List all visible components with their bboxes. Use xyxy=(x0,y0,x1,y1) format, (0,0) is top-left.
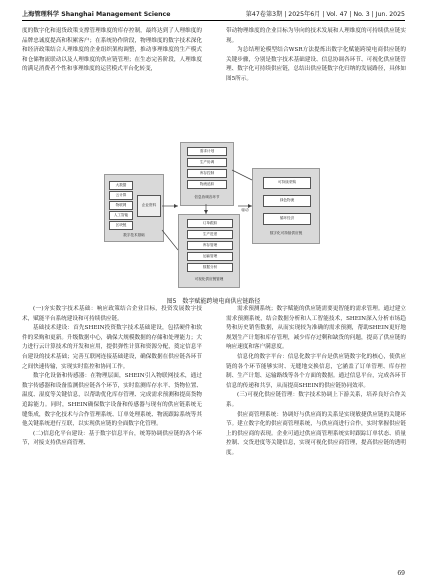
paragraph: (三)可视化供应链管理：数字技术协调上下游关系，培养良好合作关系。 xyxy=(226,392,406,408)
center-box: 运输管理 xyxy=(187,252,233,261)
enterprise-box: 企业资料 xyxy=(137,195,161,217)
paragraph: 度的数字化和退货政策支撑管理维度的库存控制，最终达到了人理维度的品牌忠诚度提高和积累客户；在系统协作阶段，物理维度的数字技术深化和经济政策结合人理维度的企业组织架构调整，推动事理维度的生产模式和仓储物流联动以及人理维度的供应链管理；在生态完善阶段，人理维度的满足消费者个性和事理维度的运营模式平台化转变， xyxy=(22,28,202,73)
page-number: 69 xyxy=(397,570,405,577)
center-box: 生产进度 xyxy=(187,230,233,239)
left-box: 物联网 xyxy=(109,201,133,210)
paragraph: (一)夯实数字技术基础：响应政策结合企业目标，投资发展数字技术，赋能平台系统建设和可持续供应链。 xyxy=(22,306,202,322)
center-box: 数据分析 xyxy=(187,263,233,272)
figure-5-diagram xyxy=(102,140,324,290)
center-box: 库存管理 xyxy=(187,241,233,250)
paragraph: 信息化的数字平台：信息化数字平台是供应链数字化的核心，使供应链的各个环节能够实时、无缝地交换信息，它涵盖了订单管理、库存控制、生产计划、运输路线等各个方面的数据。通过信息平台，完成各环节信息的传递和共享，从而提高SHEIN的供应链协同效率。 xyxy=(226,353,406,389)
paragraph: 带动物理维度的企业目标为导向的技术发展和人理维度的可持续供应链实现。 xyxy=(226,28,406,44)
left-box: 人工智能 xyxy=(109,211,133,220)
left-box: 大数据 xyxy=(109,181,133,190)
paragraph: 需求预测系统；数字赋能的供应链需要更智能的需求管理。通过建立需求预测系统，结合数据分析和人工智能技术，SHEIN深入分析市场趋势和历史销售数据，从而实现较为准确的需求预测，帮助SHEIN更好地规划生产计划和库存管理，减少库存过剩和缺货的问题，提高了供应链的响应速度和客户满意度。 xyxy=(226,306,406,351)
journal-title: 上海管理科学 Shanghai Management Science xyxy=(22,10,171,18)
paragraph: 数字化设备和传感器：在物理层面，SHEIN引入物联网技术，通过数字传感器和设备监测供应链各个环节，实时监测库存水平、货物位置、温度、湿度等关键信息，以帮助优化库存管理、完成需求预测和提高货物追踪能力。同时，SHEIN确保数字设备和传感器与现有的供应链系统无缝集成，数字化技术与合作管理系统、订单处理系统、物流跟踪系统等其他关键系统进行互联，以实现供应链的全面数字化管理。 xyxy=(22,373,202,428)
left-box: 云计算 xyxy=(109,191,133,200)
right-box: 循环经济 xyxy=(263,213,311,225)
bottom-left-column xyxy=(22,305,202,449)
top-panel-label: 信息协调各环节 xyxy=(194,195,220,199)
bottom-right-column xyxy=(226,305,406,459)
right-box: 可持续采购 xyxy=(263,177,311,189)
top-box: 需求计划 xyxy=(187,147,227,156)
left-panel-label: 数字技术基础 xyxy=(123,233,145,237)
right-panel-label: 数字化可持续供应链 xyxy=(269,231,303,235)
top-left-column xyxy=(22,27,202,75)
page-header xyxy=(22,6,405,21)
center-panel-label: 可视化供应链管理 xyxy=(194,277,224,281)
top-box: 库存控制 xyxy=(187,169,227,178)
paragraph: 基础技术建设：首先SHEIN投资数字技术基础建设，包括硬件和软件的采购和更新。升级数据中心，确保大规模数据的存储和处理能力；大力进行云计算技术的开发和应用，提供弹性计算和资源分配，奠定信息平台建设的技术基础；完善互联网连接基础建设，确保数据在供应链各环节之间快速传输，实现实时监控和协同工作。 xyxy=(22,325,202,370)
right-box: 绿色物流 xyxy=(263,195,311,207)
top-box: 生产协调 xyxy=(187,158,227,167)
paragraph: 为总结理论模型结合WSR方法提炼出数字化赋能跨境电商供应链的关键步骤，分别是数字技术基础建设、信息协调各环节、可视化供应链管理、数字化可持续供应链，总结出供应链数字化归纳的发展路径，具体如图5所示。 xyxy=(226,47,406,82)
figure-caption: 图5 数字赋能跨境电商供应链路径 xyxy=(166,298,261,305)
connector-arrows xyxy=(102,140,324,290)
issue-info: 第47卷第3期 | 2025年6月 | Vol. 47 | No. 3 | Jun. 2025 xyxy=(245,10,405,18)
center-box: 订单跟踪 xyxy=(187,219,233,228)
arrow-label: 驱动 xyxy=(241,208,249,212)
top-right-column xyxy=(226,27,406,85)
top-box: 物流追踪 xyxy=(187,180,227,189)
left-box: 区块链 xyxy=(109,221,133,230)
paragraph: 供应商管理系统：协调好与供应商的关系是实现敏捷供应链的关键环节。建立数字化的供应商管理系统，与供应商进行合作，实时掌握供应链上的供应商的表现。企业可通过供应商管理系统实时跟踪订单状态、质量控制、交货进度等关键信息，实现可视化供应商管理，提高供应链的透明度。 xyxy=(226,411,406,456)
paragraph: (二)信息化平台建设：基于数字信息平台，统筹协调供应链的各个环节，对接支持供应商管理、 xyxy=(22,430,202,447)
